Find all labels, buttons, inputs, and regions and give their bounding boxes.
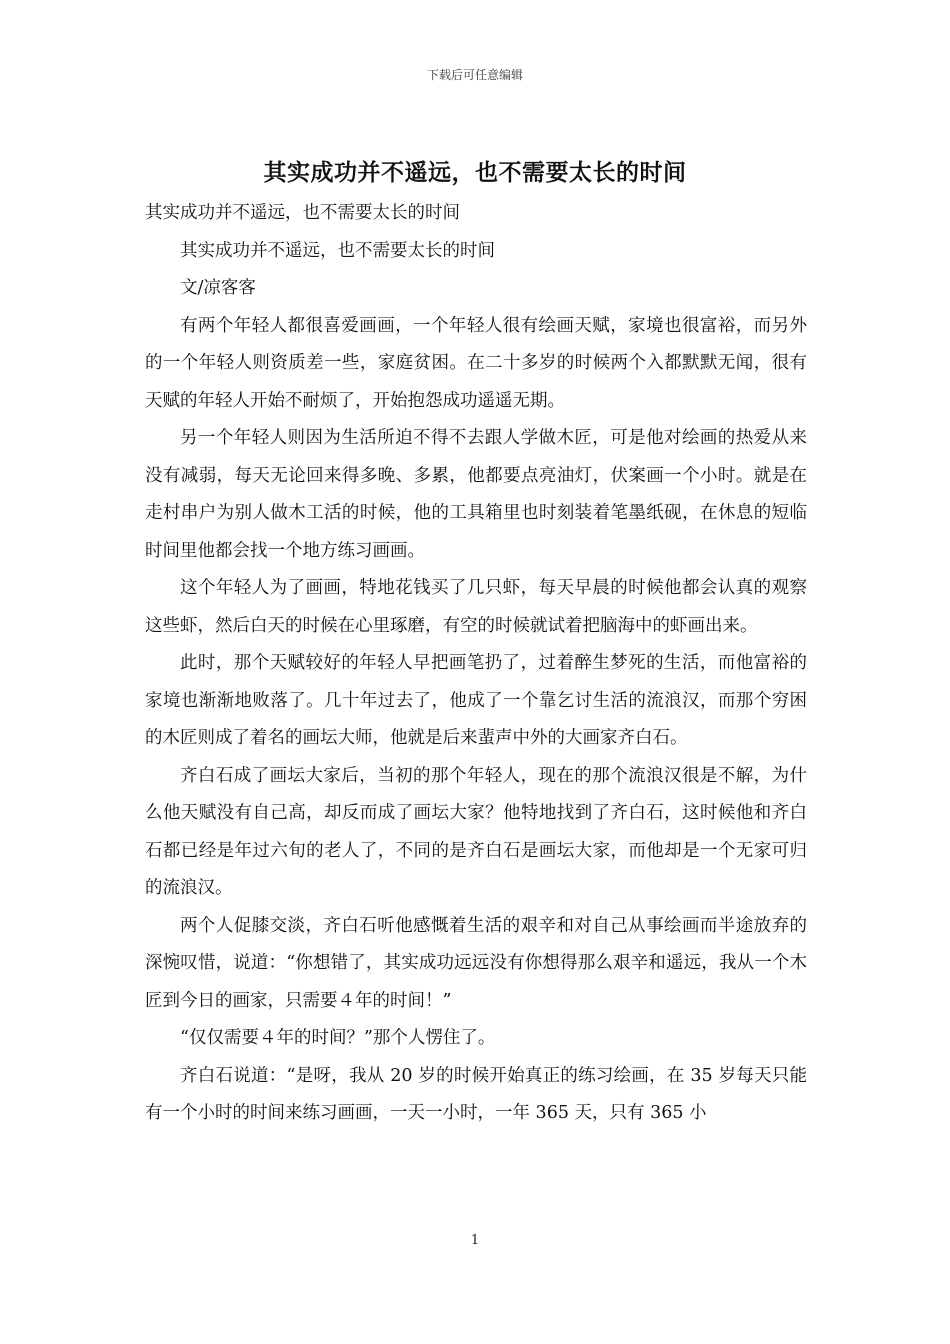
- document-title: 其实成功并不遥远，也不需要太长的时间: [263, 159, 687, 186]
- paragraph: 齐白石成了画坛大家后，当初的那个年轻人，现在的那个流浪汉很是不解，为什么他天赋没有自己高，却反而成了画坛大家？他特地找到了齐白石，这时候他和齐白石都已经是年过六旬的老人了，不同的是齐白石是画坛大家，而他却是一个无家可归的流浪汉。: [145, 765, 807, 898]
- paragraph: 这个年轻人为了画画，特地花钱买了几只虾，每天早晨的时候他都会认真的观察这些虾，然后白天的时候在心里琢磨，有空的时候就试着把脑海中的虾画出来。: [145, 578, 807, 636]
- author-line: 文/凉客客: [180, 278, 256, 298]
- document-body: [145, 195, 807, 1133]
- paragraph: 另一个年轻人则因为生活所迫不得不去跟人学做木匠，可是他对绘画的热爱从来没有减弱，每天无论回来得多晚、多累，他都要点亮油灯，伏案画一个小时。就是在走村串户为别人做木工活的时候，他的工具箱里也时刻装着笔墨纸砚，在休息的短临时间里他都会找一个地方练习画画。: [145, 428, 807, 561]
- paragraph: 有两个年轻人都很喜爱画画，一个年轻人很有绘画天赋，家境也很富裕，而另外的一个年轻人则资质差一些，家庭贫困。在二十多岁的时候两个入都默默无闻，很有天赋的年轻人开始不耐烦了，开始抱怨成功遥遥无期。: [145, 315, 807, 411]
- page-number: 1: [470, 1233, 480, 1248]
- paragraph: 其实成功并不遥远，也不需要太长的时间: [180, 240, 495, 261]
- page-header: 下载后可任意编辑: [426, 68, 523, 82]
- paragraph: 两个人促膝交淡，齐白石听他感慨着生活的艰辛和对自己从事绘画而半途放弃的深惋叹惜，说道：“你想错了，其实成功远远没有你想得那么艰辛和遥远，我从一个木匠到今日的画家，只需要４年的时间！”: [145, 915, 807, 1011]
- paragraph: 齐白石说道：“是呀，我从 20 岁的时候开始真正的练习绘画，在 35 岁每天只能有一个小时的时间来练习画画，一天一小时，一年 365 天，只有 365 小: [145, 1065, 807, 1123]
- paragraph: 此时，那个天赋较好的年轻人早把画笔扔了，过着醉生梦死的生活，而他富裕的家境也渐渐地败落了。几十年过去了，他成了一个靠乞讨生活的流浪汉，而那个穷困的木匠则成了着名的画坛大师，他就是后来蜚声中外的大画家齐白石。: [145, 653, 807, 748]
- paragraph: 其实成功并不遥远，也不需要太长的时间: [145, 203, 460, 223]
- paragraph: “仅仅需要４年的时间？”那个人愣住了。: [180, 1028, 496, 1048]
